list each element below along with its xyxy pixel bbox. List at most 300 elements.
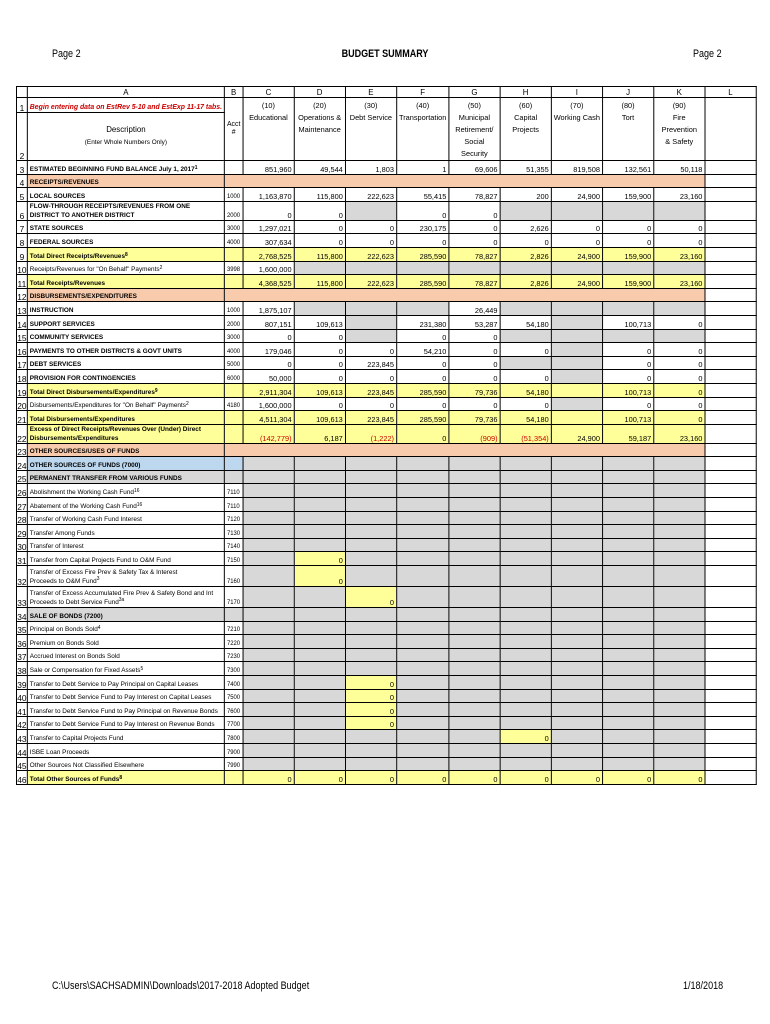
row-number: 42 — [16, 716, 27, 730]
row-number: 13 — [16, 302, 27, 316]
column-l-cell — [705, 457, 756, 471]
row-description: FEDERAL SOURCES — [27, 234, 224, 248]
value-cell: 24,900 — [551, 247, 602, 261]
section-title: DISBURSEMENTS/EXPENDITURES — [27, 288, 224, 302]
row-number: 5 — [16, 188, 27, 202]
row-description: Transfer of Working Cash Fund Interest — [27, 511, 224, 525]
value-cell — [449, 525, 500, 539]
value-cell: 0 — [243, 356, 294, 370]
value-cell: 0 — [294, 343, 345, 357]
value-cell — [500, 566, 551, 587]
column-l-cell — [705, 161, 756, 175]
row-description: Sale or Compensation for Fixed Assets$^5$ — [27, 662, 224, 676]
value-cell — [294, 743, 345, 757]
value-cell — [602, 525, 653, 539]
corner-cell — [16, 87, 27, 98]
value-cell — [294, 621, 345, 635]
row-description: Abatement of the Working Cash Fund$^{16}$ — [27, 498, 224, 512]
value-cell — [396, 648, 448, 662]
column-l-cell — [705, 525, 756, 539]
fund-header-50: (50) Municipal Retirement/ Social Security — [449, 98, 500, 161]
value-cell — [243, 484, 294, 498]
column-l-cell — [705, 676, 756, 690]
row-number: 15 — [16, 329, 27, 343]
value-cell: 2,626 — [500, 220, 551, 234]
value-cell: 0 — [294, 201, 345, 220]
value-cell: 0 — [396, 370, 448, 384]
table-row — [16, 771, 756, 785]
value-cell — [396, 552, 448, 566]
table-row — [16, 676, 756, 690]
value-cell: 132,561 — [602, 161, 653, 175]
value-cell: 0 — [294, 234, 345, 248]
column-l-cell — [705, 275, 756, 289]
value-cell — [654, 511, 705, 525]
value-cell — [551, 302, 602, 316]
value-cell — [449, 621, 500, 635]
table-row — [16, 201, 756, 220]
value-cell — [243, 743, 294, 757]
value-cell: 100,713 — [602, 315, 653, 329]
column-l-cell — [705, 315, 756, 329]
table-row — [16, 552, 756, 566]
value-cell — [396, 689, 448, 703]
value-cell: 54,210 — [396, 343, 448, 357]
value-cell — [243, 552, 294, 566]
value-cell: 0 — [602, 234, 653, 248]
value-cell — [500, 261, 551, 275]
table-row — [16, 302, 756, 316]
value-cell — [654, 302, 705, 316]
value-cell — [243, 538, 294, 552]
section-band — [224, 174, 704, 188]
value-cell: 0 — [345, 716, 396, 730]
value-cell — [294, 689, 345, 703]
row-number: 41 — [16, 703, 27, 717]
value-cell — [345, 743, 396, 757]
value-cell: 1 — [396, 161, 448, 175]
value-cell: 0 — [500, 771, 551, 785]
instruction-text: Begin entering data on EstRev 5-10 and EstExp 11-17 tabs. — [27, 98, 224, 113]
value-cell — [396, 511, 448, 525]
value-cell: 4,368,525 — [243, 275, 294, 289]
value-cell: 159,900 — [602, 247, 653, 261]
value-cell — [500, 703, 551, 717]
value-cell — [294, 470, 345, 484]
fund-header-70: (70) Working Cash — [551, 98, 602, 161]
column-letter-D: D — [294, 87, 345, 98]
value-cell: 0 — [449, 343, 500, 357]
value-cell — [654, 689, 705, 703]
value-cell: 26,449 — [449, 302, 500, 316]
value-cell: 51,355 — [500, 161, 551, 175]
value-cell — [551, 648, 602, 662]
row-number: 30 — [16, 538, 27, 552]
acct-code: 1000 — [224, 188, 242, 202]
value-cell — [602, 716, 653, 730]
value-cell — [396, 484, 448, 498]
row-number: 14 — [16, 315, 27, 329]
row-description: FLOW-THROUGH RECEIPTS/REVENUES FROM ONE DISTRICT TO ANOTHER DISTRICT — [27, 201, 224, 220]
value-cell — [654, 587, 705, 608]
row-description: Total Disbursements/Expenditures — [27, 411, 224, 425]
value-cell — [654, 662, 705, 676]
column-l-cell — [705, 730, 756, 744]
row-number: 4 — [16, 174, 27, 188]
table-row — [16, 161, 756, 175]
value-cell — [345, 648, 396, 662]
value-cell — [500, 648, 551, 662]
acct-cell — [224, 470, 242, 484]
value-cell: 0 — [500, 730, 551, 744]
table-row — [16, 411, 756, 425]
value-cell: (1,222) — [345, 424, 396, 443]
row-number: 7 — [16, 220, 27, 234]
value-cell — [345, 484, 396, 498]
value-cell: 23,160 — [654, 247, 705, 261]
value-cell — [396, 538, 448, 552]
acct-code: 4000 — [224, 343, 242, 357]
value-cell — [243, 511, 294, 525]
value-cell: 0 — [551, 234, 602, 248]
value-cell — [551, 411, 602, 425]
section-band — [224, 443, 704, 457]
table-row — [16, 608, 756, 622]
acct-code — [224, 161, 242, 175]
column-letter-A: A — [27, 87, 224, 98]
row-number: 36 — [16, 635, 27, 649]
value-cell: 49,544 — [294, 161, 345, 175]
value-cell — [551, 370, 602, 384]
column-l-cell — [705, 397, 756, 411]
value-cell — [396, 621, 448, 635]
section-title: RECEIPTS/REVENUES — [27, 174, 224, 188]
fund-header-60: (60) Capital Projects — [500, 98, 551, 161]
value-cell: 0 — [654, 220, 705, 234]
value-cell — [294, 498, 345, 512]
value-cell: 0 — [602, 220, 653, 234]
value-cell: 115,800 — [294, 247, 345, 261]
value-cell: 0 — [294, 356, 345, 370]
value-cell — [602, 621, 653, 635]
table-row — [16, 538, 756, 552]
value-cell — [551, 470, 602, 484]
value-cell — [500, 457, 551, 471]
table-row — [16, 383, 756, 397]
row-description: Transfer to Capital Projects Fund — [27, 730, 224, 744]
value-cell — [654, 498, 705, 512]
value-cell: 50,000 — [243, 370, 294, 384]
value-cell: 2,768,525 — [243, 247, 294, 261]
value-cell — [243, 757, 294, 771]
value-cell: 0 — [243, 329, 294, 343]
row-description: Transfer to Debt Service Fund to Pay Principal on Revenue Bonds — [27, 703, 224, 717]
value-cell: 231,380 — [396, 315, 448, 329]
value-cell — [243, 730, 294, 744]
acct-code: 6000 — [224, 370, 242, 384]
value-cell — [500, 201, 551, 220]
value-cell: 2,826 — [500, 247, 551, 261]
value-cell — [396, 261, 448, 275]
value-cell: 0 — [551, 771, 602, 785]
value-cell: 0 — [654, 383, 705, 397]
value-cell: 0 — [396, 201, 448, 220]
value-cell — [449, 566, 500, 587]
value-cell: 159,900 — [602, 188, 653, 202]
value-cell: 109,613 — [294, 411, 345, 425]
value-cell — [551, 608, 602, 622]
value-cell: 0 — [500, 343, 551, 357]
value-cell: 0 — [294, 771, 345, 785]
fund-header-30: (30) Debt Service — [345, 98, 396, 161]
row-number: 8 — [16, 234, 27, 248]
value-cell: 1,297,021 — [243, 220, 294, 234]
value-cell — [602, 648, 653, 662]
value-cell: 0 — [500, 234, 551, 248]
budget-summary-table — [16, 86, 757, 785]
value-cell — [294, 676, 345, 690]
value-cell — [602, 566, 653, 587]
column-letter-E: E — [345, 87, 396, 98]
table-row — [16, 329, 756, 343]
row-description: Transfer to Debt Service Fund to Pay Interest on Capital Leases — [27, 689, 224, 703]
column-letter-I: I — [551, 87, 602, 98]
fund-header-10: (10) Educational — [243, 98, 294, 161]
column-l-cell — [705, 635, 756, 649]
value-cell: 223,845 — [345, 356, 396, 370]
value-cell: 54,180 — [500, 383, 551, 397]
value-cell — [294, 525, 345, 539]
value-cell — [294, 730, 345, 744]
value-cell — [243, 676, 294, 690]
value-cell: 78,827 — [449, 247, 500, 261]
row-description: Total Direct Receipts/Revenues$^8$ — [27, 247, 224, 261]
value-cell — [654, 201, 705, 220]
value-cell — [551, 757, 602, 771]
value-cell: 115,800 — [294, 188, 345, 202]
value-cell — [345, 662, 396, 676]
acct-code: 7140 — [224, 538, 242, 552]
value-cell — [602, 676, 653, 690]
value-cell: 53,287 — [449, 315, 500, 329]
table-row — [16, 703, 756, 717]
row-number: 11 — [16, 275, 27, 289]
value-cell: 0 — [654, 356, 705, 370]
row-description: PROVISION FOR CONTINGENCIES — [27, 370, 224, 384]
column-letter-row — [16, 87, 756, 98]
column-l-cell — [705, 716, 756, 730]
value-cell — [449, 716, 500, 730]
value-cell: 24,900 — [551, 424, 602, 443]
row-number: 46 — [16, 771, 27, 785]
value-cell — [500, 676, 551, 690]
fund-header-40: (40) Transportation — [396, 98, 448, 161]
value-cell — [654, 716, 705, 730]
row-description: Other Sources Not Classified Elsewhere — [27, 757, 224, 771]
value-cell — [500, 484, 551, 498]
value-cell: 54,180 — [500, 411, 551, 425]
column-l-cell — [705, 343, 756, 357]
value-cell: 1,600,000 — [243, 397, 294, 411]
value-cell — [551, 343, 602, 357]
value-cell: 285,590 — [396, 411, 448, 425]
column-l-cell — [705, 621, 756, 635]
value-cell — [602, 329, 653, 343]
value-cell — [396, 662, 448, 676]
value-cell — [449, 635, 500, 649]
value-cell — [294, 302, 345, 316]
value-cell: 109,613 — [294, 315, 345, 329]
value-cell: 0 — [294, 370, 345, 384]
acct-code — [224, 771, 242, 785]
value-cell — [396, 730, 448, 744]
value-cell — [654, 648, 705, 662]
column-l-cell — [705, 757, 756, 771]
value-cell — [243, 716, 294, 730]
value-cell — [449, 587, 500, 608]
value-cell: 115,800 — [294, 275, 345, 289]
table-row — [16, 174, 756, 188]
row-description: Abolishment the Working Cash Fund$^{16}$ — [27, 484, 224, 498]
value-cell — [654, 635, 705, 649]
value-cell — [345, 525, 396, 539]
acct-code: 3000 — [224, 329, 242, 343]
value-cell — [294, 484, 345, 498]
row-description: Transfer from Capital Projects Fund to O&M Fund — [27, 552, 224, 566]
value-cell — [243, 648, 294, 662]
value-cell — [396, 470, 448, 484]
row-number: 34 — [16, 608, 27, 622]
acct-code: 7700 — [224, 716, 242, 730]
acct-code — [224, 411, 242, 425]
row-number: 38 — [16, 662, 27, 676]
value-cell: 285,590 — [396, 275, 448, 289]
acct-cell — [224, 457, 242, 471]
column-letter-C: C — [243, 87, 294, 98]
value-cell — [500, 662, 551, 676]
row-description: Principal on Bonds Sold$^4$ — [27, 621, 224, 635]
acct-code: 7400 — [224, 676, 242, 690]
value-cell: 223,845 — [345, 383, 396, 397]
value-cell — [345, 552, 396, 566]
value-cell — [602, 730, 653, 744]
value-cell: 807,151 — [243, 315, 294, 329]
value-cell: 23,160 — [654, 275, 705, 289]
value-cell: 0 — [243, 771, 294, 785]
table-row — [16, 484, 756, 498]
table-row — [16, 635, 756, 649]
value-cell: 0 — [345, 343, 396, 357]
value-cell — [449, 662, 500, 676]
column-l-cell — [705, 470, 756, 484]
value-cell — [551, 484, 602, 498]
value-cell — [345, 757, 396, 771]
acct-code — [224, 247, 242, 261]
value-cell — [551, 716, 602, 730]
value-cell: 0 — [654, 343, 705, 357]
value-cell: 1,163,870 — [243, 188, 294, 202]
row-description: Total Other Sources of Funds$^8$ — [27, 771, 224, 785]
value-cell — [654, 676, 705, 690]
row-number: 2 — [16, 113, 27, 161]
value-cell — [243, 457, 294, 471]
row-description: Transfer Among Funds — [27, 525, 224, 539]
value-cell — [654, 457, 705, 471]
column-l-cell — [705, 771, 756, 785]
value-cell — [602, 484, 653, 498]
value-cell: 159,900 — [602, 275, 653, 289]
value-cell — [602, 498, 653, 512]
acct-code: 7500 — [224, 689, 242, 703]
column-l-cell — [705, 329, 756, 343]
value-cell — [602, 608, 653, 622]
acct-code: 7110 — [224, 498, 242, 512]
acct-code — [224, 383, 242, 397]
value-cell — [654, 757, 705, 771]
row-number: 35 — [16, 621, 27, 635]
fund-header-80: (80) Tort — [602, 98, 653, 161]
value-cell — [551, 261, 602, 275]
value-cell — [396, 587, 448, 608]
value-cell — [500, 356, 551, 370]
value-cell — [602, 703, 653, 717]
value-cell — [396, 302, 448, 316]
value-cell: 285,590 — [396, 383, 448, 397]
column-l-cell — [705, 288, 756, 302]
row-description: Total Receipts/Revenues — [27, 275, 224, 289]
row-number: 29 — [16, 525, 27, 539]
value-cell — [551, 676, 602, 690]
value-cell — [294, 608, 345, 622]
table-row — [16, 261, 756, 275]
row-number: 22 — [16, 424, 27, 443]
value-cell — [449, 261, 500, 275]
row-description: PAYMENTS TO OTHER DISTRICTS & GOVT UNITS — [27, 343, 224, 357]
acct-code: 2000 — [224, 315, 242, 329]
acct-code: 7300 — [224, 662, 242, 676]
value-cell — [602, 511, 653, 525]
value-cell: 0 — [654, 771, 705, 785]
value-cell — [500, 587, 551, 608]
value-cell — [551, 525, 602, 539]
value-cell — [345, 621, 396, 635]
value-cell — [654, 703, 705, 717]
column-letter-B: B — [224, 87, 242, 98]
table-row — [16, 356, 756, 370]
value-cell — [396, 566, 448, 587]
table-row — [16, 188, 756, 202]
value-cell — [551, 498, 602, 512]
row-description: LOCAL SOURCES — [27, 188, 224, 202]
row-description: DEBT SERVICES — [27, 356, 224, 370]
value-cell — [294, 716, 345, 730]
value-cell: 0 — [396, 234, 448, 248]
table-row — [16, 566, 756, 587]
row-number: 9 — [16, 247, 27, 261]
value-cell: 0 — [654, 397, 705, 411]
value-cell — [551, 566, 602, 587]
value-cell: 0 — [449, 201, 500, 220]
value-cell — [500, 621, 551, 635]
row-number: 43 — [16, 730, 27, 744]
row-number: 45 — [16, 757, 27, 771]
value-cell — [602, 587, 653, 608]
print-date-footer: 1/18/2018 — [683, 980, 724, 992]
value-cell: 0 — [654, 370, 705, 384]
value-cell: 69,606 — [449, 161, 500, 175]
value-cell — [602, 302, 653, 316]
value-cell: 0 — [551, 220, 602, 234]
